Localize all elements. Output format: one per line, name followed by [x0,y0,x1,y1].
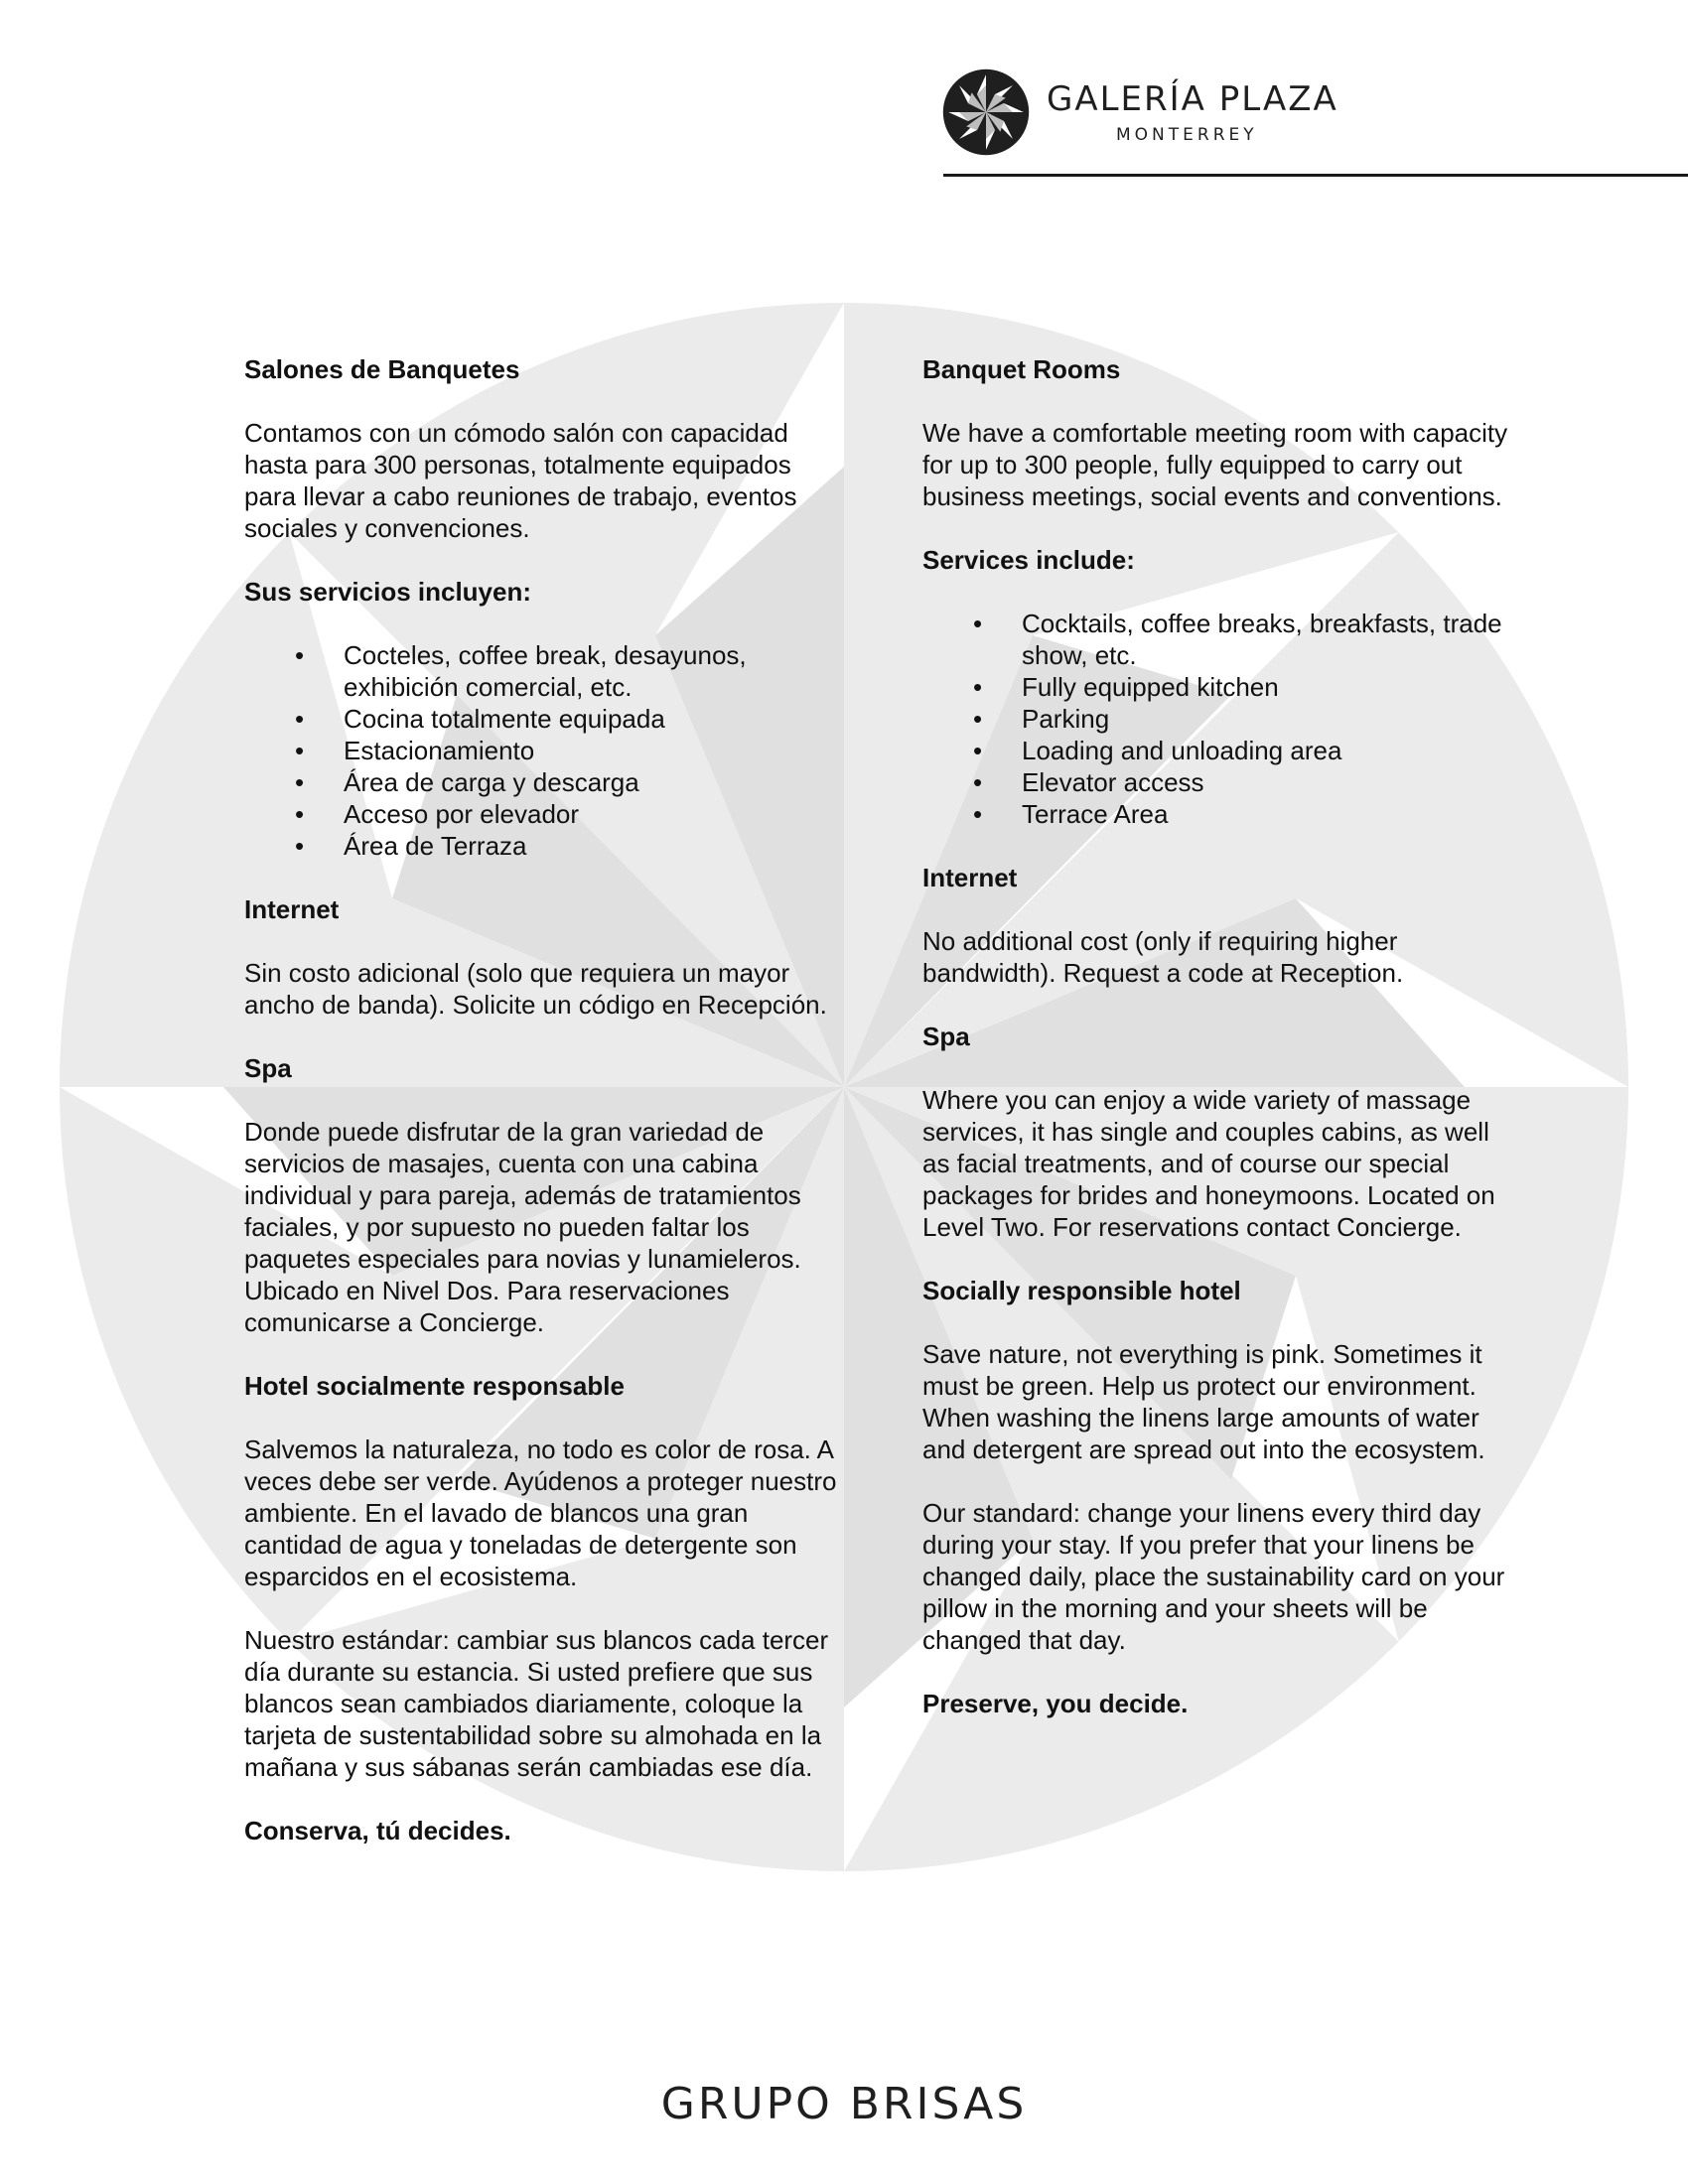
footer-brand: GRUPO BRISAS [660,2079,1028,2129]
spa-text: Where you can enjoy a wide variety of massage services, it has single and couples cabins, as well as facial treatments, and of course our special packages for brides and honeymoons. Located on Level Two. For reservations contact Concierge. [922,1085,1495,1242]
services-list [922,608,1518,830]
services-list-item: • Área de carga y descarga [344,766,840,798]
responsible-title: Socially responsible hotel [922,1276,1241,1305]
brand-city: MONTERREY [1116,125,1258,145]
internet-text: Sin costo adicional (solo que requiera un mayor ancho de banda). Solicite un código en Recepción. [244,958,827,1020]
closing-statement: Conserva, tú decides. [244,1816,511,1845]
internet-title: Internet [922,863,1018,892]
linen-policy-text: Our standard: change your linens every third day during your stay. If you prefer that your linens be changed daily, place the sustainability card on your pillow in the morning and your sheets will be changed that day. [922,1498,1505,1655]
responsible-title: Hotel socialmente responsable [244,1371,625,1401]
brand-name: GALERÍA PLAZA [1047,79,1338,119]
banquet-text: Contamos con un cómodo salón con capacidad hasta para 300 personas, totalmente equipados para llevar a cabo reuniones de trabajo, eventos sociales y convenciones. [244,418,797,543]
services-title: Services include: [922,545,1135,575]
services-list-item: • Cocteles, coffee break, desayunos, exhibición comercial, etc. [344,639,840,703]
internet-title: Internet [244,894,340,924]
header-logo [941,68,1338,167]
services-list [244,639,840,862]
services-list-item: • Loading and unloading area [1022,735,1518,766]
services-list-item: • Área de Terraza [344,830,840,862]
services-list-item: • Cocina totalmente equipada [344,703,840,735]
star-rosette-icon [941,68,1031,157]
services-list-item: • Terrace Area [1022,798,1518,830]
spa-title: Spa [922,1022,970,1051]
services-list-item: • Parking [1022,703,1518,735]
linen-policy-text: Nuestro estándar: cambiar sus blancos cada tercer día durante su estancia. Si usted prefiere que sus blancos sean cambiados diariamente, coloque la tarjeta de sustentabilidad sobre su almohada en la mañana y sus sábanas serán cambiadas ese día. [244,1625,829,1782]
banquet-text: We have a comfortable meeting room with capacity for up to 300 people, fully equipped to carry out business meetings, social events and conventions. [922,418,1508,511]
services-list-item: • Fully equipped kitchen [1022,671,1518,703]
spa-title: Spa [244,1053,292,1083]
header-divider [943,174,1688,177]
banquet-title: Salones de Banquetes [244,354,520,384]
responsible-text: Save nature, not everything is pink. Sometimes it must be green. Help us protect our environment. When washing the linens large amounts of water and detergent are spread out into the ecosystem. [922,1339,1485,1464]
english-column [922,353,1518,1751]
spanish-column [244,353,840,1878]
services-list-item: • Acceso por elevador [344,798,840,830]
services-title: Sus servicios incluyen: [244,577,532,607]
closing-statement: Preserve, you decide. [922,1689,1189,1718]
services-list-item: • Estacionamiento [344,735,840,766]
internet-text: No additional cost (only if requiring higher bandwidth). Request a code at Reception. [922,926,1404,988]
responsible-text: Salvemos la naturaleza, no todo es color de rosa. A veces debe ser verde. Ayúdenos a proteger nuestro ambiente. En el lavado de blancos una gran cantidad de agua y toneladas de detergente son esparcidos en el ecosistema. [244,1434,837,1591]
services-list-item: • Cocktails, coffee breaks, breakfasts, trade show, etc. [1022,608,1518,671]
services-list-item: • Elevator access [1022,766,1518,798]
banquet-title: Banquet Rooms [922,354,1121,384]
spa-text: Donde puede disfrutar de la gran variedad de servicios de masajes, cuenta con una cabina individual y para pareja, además de tratamientos faciales, y por supuesto no pueden faltar los paquetes especiales para novias y lunamieleros. Ubicado en Nivel Dos. Para reservaciones comunicarse a Concierge. [244,1117,801,1337]
